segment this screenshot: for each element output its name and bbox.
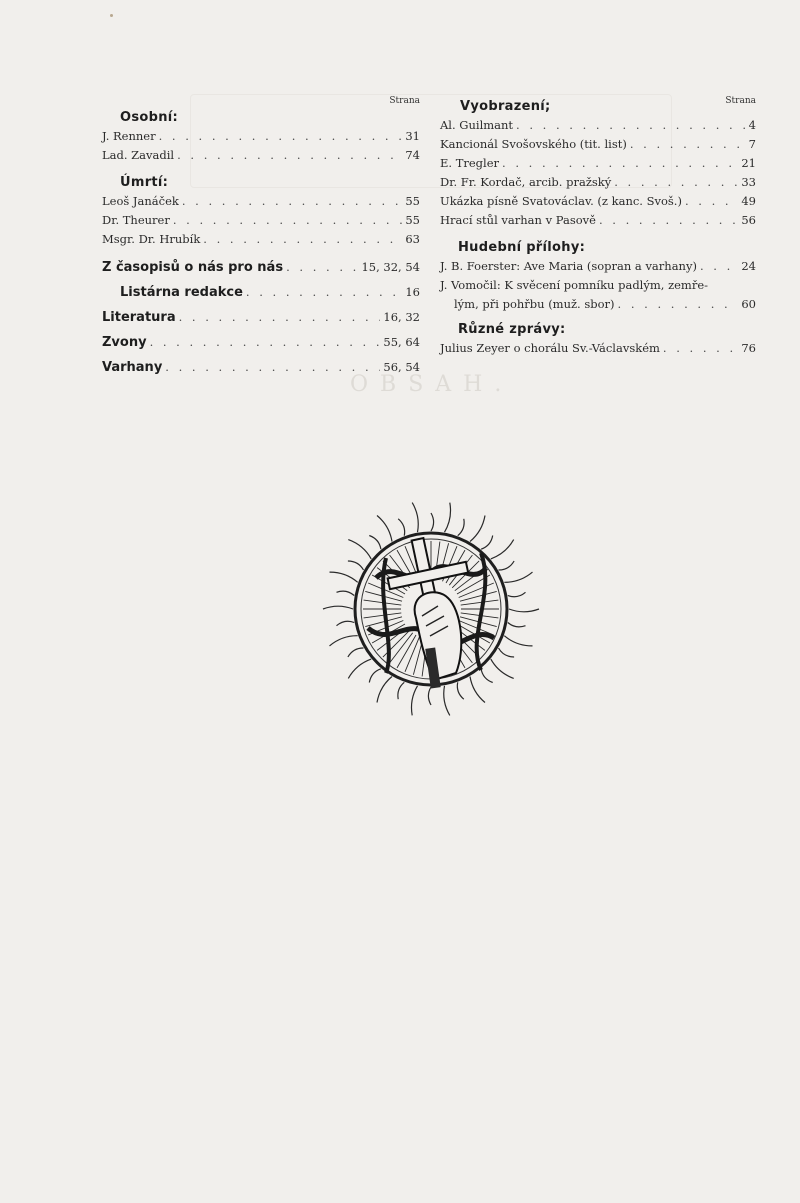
index-entry bbox=[440, 154, 756, 173]
entry-label: Msgr. Dr. Hrubík bbox=[102, 232, 201, 246]
entry-label: Zvony bbox=[102, 335, 147, 350]
entry-label: J. Renner bbox=[102, 129, 156, 143]
index-entry bbox=[102, 211, 420, 230]
entry-label: Julius Zeyer o chorálu Sv.-Václavském bbox=[440, 341, 660, 355]
entry-label: Al. Guilmant bbox=[440, 118, 514, 132]
entry-label: lým, při pohřbu (muž. sbor) bbox=[454, 297, 615, 311]
heading-ruzne-zpravy: Různé zprávy: bbox=[458, 322, 566, 337]
entry-page: 76 bbox=[741, 341, 756, 355]
entry-page: 33 bbox=[741, 175, 756, 189]
entry-page: 55 bbox=[405, 194, 420, 208]
entry-page: 60 bbox=[741, 297, 756, 311]
index-left-column bbox=[102, 96, 420, 380]
entry-page: 24 bbox=[741, 259, 756, 273]
entry-page: 55, 64 bbox=[383, 335, 420, 349]
entry-page: 4 bbox=[748, 118, 756, 132]
entry-page: 21 bbox=[741, 156, 756, 170]
index-entry-zvony bbox=[102, 330, 420, 355]
entry-page: 16 bbox=[405, 285, 420, 299]
index-right-column bbox=[440, 96, 756, 358]
entry-label: Dr. Fr. Kordač, arcib. pražský bbox=[440, 175, 612, 189]
entry-page: 7 bbox=[748, 137, 756, 151]
heading-vyobrazeni: Vyobrazení; bbox=[460, 99, 551, 114]
entry-label: Hrací stůl varhan v Pasově bbox=[440, 213, 596, 227]
entry-label: Varhany bbox=[102, 360, 163, 375]
index-entry bbox=[102, 192, 420, 211]
entry-label-continued: J. Vomočil: K svěcení pomníku padlým, zemře- bbox=[440, 278, 709, 292]
index-entry bbox=[440, 192, 756, 211]
strana-label-right: Strana bbox=[725, 96, 756, 106]
index-entry bbox=[102, 127, 420, 146]
entry-label: Lad. Zavadil bbox=[102, 148, 175, 162]
entry-page: 55 bbox=[405, 213, 420, 227]
index-entry-listarna bbox=[102, 280, 420, 305]
index-entry bbox=[440, 116, 756, 135]
index-entry-casopisu bbox=[102, 255, 420, 280]
index-entry bbox=[102, 230, 420, 249]
entry-label: Leoš Janáček bbox=[102, 194, 179, 208]
index-entry bbox=[102, 146, 420, 165]
entry-page: 56 bbox=[741, 213, 756, 227]
show-through-title: OBSAH. bbox=[350, 372, 514, 397]
entry-page: 16, 32 bbox=[383, 310, 420, 324]
entry-label: Literatura bbox=[102, 310, 176, 325]
entry-label: Ukázka písně Svatováclav. (z kanc. Svoš.) bbox=[440, 194, 682, 208]
entry-label: Dr. Theurer bbox=[102, 213, 170, 227]
entry-page: 49 bbox=[741, 194, 756, 208]
strana-label-left: Strana bbox=[389, 96, 420, 106]
index-entry bbox=[440, 257, 756, 276]
index-entry bbox=[440, 135, 756, 154]
index-entry bbox=[440, 295, 756, 314]
index-entry-varhany bbox=[102, 355, 420, 380]
heading-umrti: Úmrtí: bbox=[120, 175, 169, 190]
entry-page: 56, 54 bbox=[383, 360, 420, 374]
index-entry-literatura bbox=[102, 305, 420, 330]
index-entry bbox=[440, 339, 756, 358]
entry-label: Listárna redakce bbox=[120, 285, 243, 300]
entry-label: Z časopisů o nás pro nás bbox=[102, 260, 284, 275]
entry-page: 63 bbox=[405, 232, 420, 246]
entry-label: Kancionál Svošovského (tit. list) bbox=[440, 137, 627, 151]
heading-osobni: Osobní: bbox=[120, 110, 179, 125]
entry-page: 15, 32, 54 bbox=[361, 260, 420, 274]
index-entry bbox=[440, 211, 756, 230]
heading-hudebni-prilohy: Hudební přílohy: bbox=[458, 240, 586, 255]
index-entry bbox=[440, 173, 756, 192]
heart-cross-emblem-icon bbox=[316, 498, 546, 720]
entry-page: 74 bbox=[405, 148, 420, 162]
paper-speck bbox=[110, 14, 113, 17]
entry-label: J. B. Foerster: Ave Maria (sopran a varhany) bbox=[440, 259, 697, 273]
entry-label: E. Tregler bbox=[440, 156, 500, 170]
entry-page: 31 bbox=[405, 129, 420, 143]
